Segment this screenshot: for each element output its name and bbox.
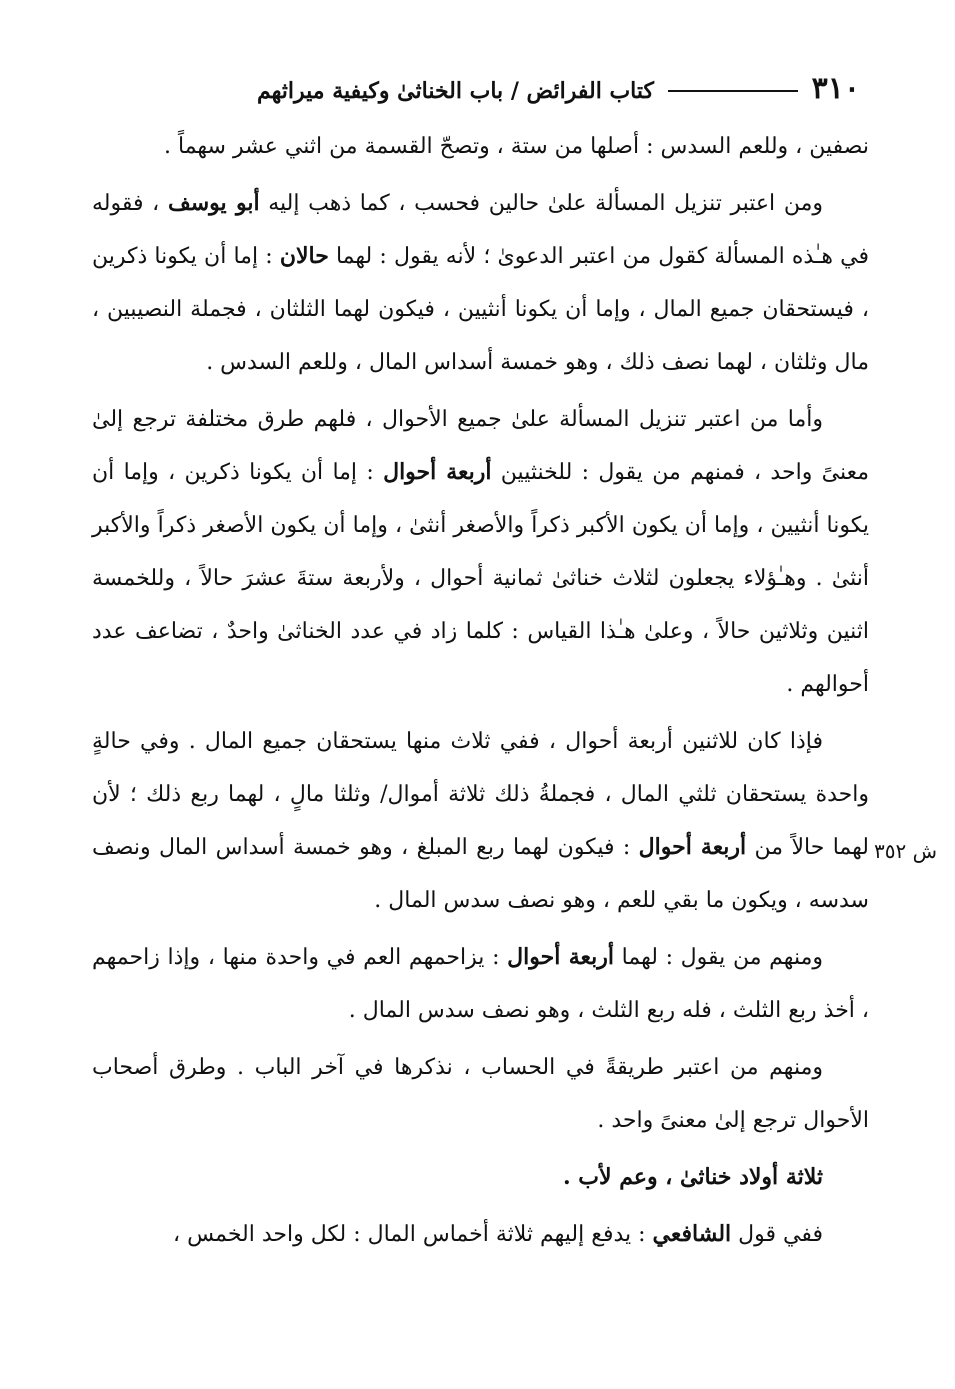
paragraph-5 bbox=[92, 931, 869, 1037]
text-segment: : يدفع إليهم ثلاثة أخماس المال : لكل واحد الخمس ، bbox=[172, 1222, 653, 1247]
text-segment: ومن اعتبر تنزيل المسألة علىٰ حالين فحسب ، كما ذهب إليه bbox=[259, 191, 823, 216]
page-header bbox=[92, 72, 860, 112]
bold-term: أربعة أحوال bbox=[507, 944, 614, 970]
page-number: ٣١٠ bbox=[811, 71, 860, 106]
margin-note: ش ٣٥٢ bbox=[873, 839, 937, 863]
bold-term: حالان bbox=[279, 243, 329, 269]
bold-term: أبو يوسف bbox=[167, 190, 260, 216]
text-segment: : يزاحمهم العم في واحدة منها ، وإذا زاحمهم ، أخذ ربع الثلث ، فله ربع الثلث ، وهو نصف سدس المال . bbox=[92, 945, 869, 1023]
paragraph-1 bbox=[92, 120, 869, 173]
paragraph-2 bbox=[92, 177, 869, 389]
header-rule bbox=[668, 90, 798, 92]
text-segment: ومنهم من يقول : لهما bbox=[613, 945, 823, 970]
section-heading: ثلاثة أولاد خناثىٰ ، وعم لأب . bbox=[562, 1164, 823, 1190]
text-segment: وأما من اعتبر تنزيل المسألة علىٰ جميع الأحوال ، فلهم طرق مختلفة ترجع إلىٰ معنىً واحد ، فمنهم من يقول : للخنثيين bbox=[92, 407, 870, 485]
body-text bbox=[92, 120, 869, 1261]
final-paragraph bbox=[92, 1208, 869, 1261]
text-segment: : إما أن يكونا ذكرين ، فيستحقان جميع المال ، وإما أن يكونا أنثيين ، فيكون لهما الثلثان ، فجملة النصيبين ، مال وثلثان ، لهما نصف ذلك ، وهو خمسة أسداس المال ، وللعم السدس . bbox=[92, 244, 869, 375]
text-segment: : إما أن يكونا ذكرين ، وإما أن يكونا أنثيين ، وإما أن يكون الأكبر ذكراً والأصغر أنثىٰ ، وإما أن يكون الأصغر ذكراً والأكبر أنثىٰ . وهـٰؤلاء يجعلون لثلاث خناثىٰ ثمانية أحوال ، ولأربعة ستةَ عشرَ حالاً ، وللخمسة اثنين وثلاثين حالاً ، وعلىٰ هـٰذا القياس : كلما زاد في عدد الخناثىٰ واحدٌ ، تضاعف عدد أحوالهم . bbox=[92, 460, 869, 697]
text-segment: فإذا كان للاثنين أربعة أحوال ، ففي ثلاث منها يستحقان جميع المال . وفي حالةٍ واحدة يستحقان ثلثي المال ، فجملةُ ذلك ثلاثة أموال/ وثلثا مالٍ ، لهما ربع ذلك ؛ لأن لهما حالاً من bbox=[92, 729, 869, 860]
paragraph-6 bbox=[92, 1041, 869, 1147]
paragraph-4 bbox=[92, 715, 869, 927]
text-segment: ففي قول bbox=[731, 1222, 823, 1247]
text-segment: ، فقوله في هـٰذه المسألة كقول من اعتبر الدعوىٰ ؛ لأنه يقول : لهما bbox=[92, 191, 869, 269]
bold-term: أربعة أحوال bbox=[383, 459, 492, 485]
text-segment: : فيكون لهما ربع المبلغ ، وهو خمسة أسداس المال ونصف سدسه ، ويكون ما بقي للعم ، وهو نصف سدس المال . bbox=[92, 835, 869, 913]
bold-term: الشافعي bbox=[652, 1221, 732, 1247]
running-title: كتاب الفرائض / باب الخناثىٰ وكيفية ميراثهم bbox=[256, 78, 654, 104]
paragraph-3 bbox=[92, 393, 869, 711]
text-segment: نصفين ، وللعم السدس : أصلها من ستة ، وتصحّ القسمة من اثني عشر سهماً . bbox=[164, 134, 869, 159]
text-segment: ومنهم من اعتبر طريقةً في الحساب ، نذكرها في آخر الباب . وطرق أصحاب الأحوال ترجع إلىٰ معنىً واحد . bbox=[92, 1055, 869, 1133]
bold-term: أربعة أحوال bbox=[638, 834, 747, 860]
